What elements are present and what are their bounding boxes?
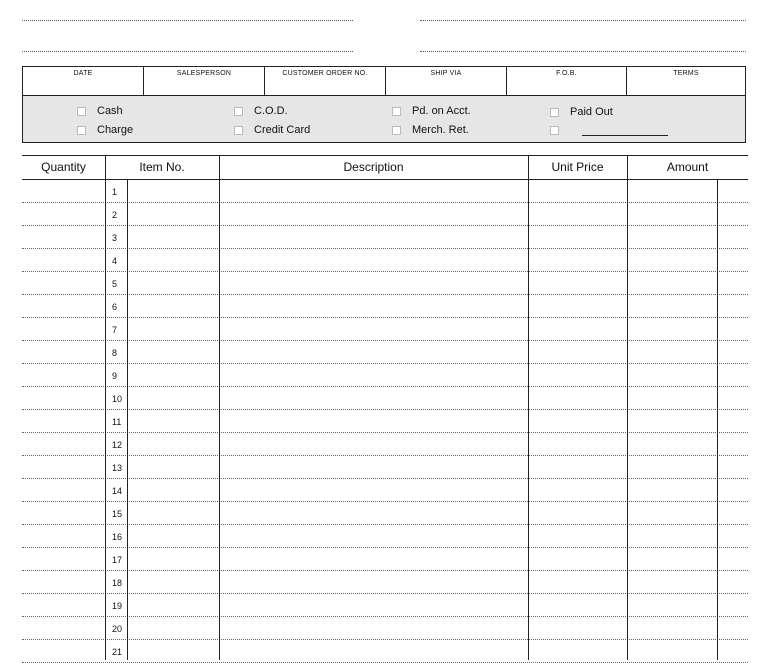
table-row[interactable] <box>22 410 748 433</box>
paid-out-checkbox[interactable] <box>550 108 559 117</box>
customer-order-label: CUSTOMER ORDER NO. <box>282 70 368 77</box>
row-number: 5 <box>112 279 118 289</box>
table-row[interactable] <box>22 364 748 387</box>
credit-card-checkbox[interactable] <box>234 126 243 135</box>
payment-option-charge[interactable] <box>77 124 133 136</box>
fob-field[interactable] <box>507 67 627 95</box>
table-row[interactable] <box>22 548 748 571</box>
table-header <box>22 155 748 180</box>
row-number: 13 <box>112 463 123 473</box>
item-no-header: Item No. <box>139 160 185 174</box>
cash-label: Cash <box>97 105 123 117</box>
payment-options-panel <box>22 96 746 143</box>
date-label: DATE <box>73 70 93 77</box>
table-row[interactable] <box>22 249 748 272</box>
row-number: 2 <box>112 210 118 220</box>
name-line-right[interactable] <box>420 20 746 21</box>
row-number: 15 <box>112 509 123 519</box>
column-divider <box>627 155 628 660</box>
customer-order-field[interactable] <box>265 67 386 95</box>
terms-label: TERMS <box>673 70 699 77</box>
column-divider <box>528 155 529 660</box>
table-row[interactable] <box>22 502 748 525</box>
address-line-right[interactable] <box>420 51 746 52</box>
cod-checkbox[interactable] <box>234 107 243 116</box>
table-row[interactable] <box>22 456 748 479</box>
other-checkbox[interactable] <box>550 126 559 135</box>
row-number: 17 <box>112 555 123 565</box>
row-number: 8 <box>112 348 118 358</box>
table-row[interactable] <box>22 341 748 364</box>
merch-ret-checkbox[interactable] <box>392 126 401 135</box>
row-number: 16 <box>112 532 123 542</box>
table-row[interactable] <box>22 617 748 640</box>
merch-ret-label: Merch. Ret. <box>412 124 469 136</box>
cash-checkbox[interactable] <box>77 107 86 116</box>
fob-label: F.O.B. <box>556 70 577 77</box>
row-number: 20 <box>112 624 123 634</box>
amount-header: Amount <box>666 160 709 174</box>
pd-on-acct-label: Pd. on Acct. <box>412 105 471 117</box>
other-blank-line[interactable] <box>582 125 668 136</box>
unit-price-header: Unit Price <box>551 160 604 174</box>
credit-card-label: Credit Card <box>254 124 311 136</box>
order-info-table <box>22 66 746 96</box>
payment-option-other[interactable] <box>550 125 668 136</box>
table-row[interactable] <box>22 387 748 410</box>
address-line-left[interactable] <box>22 51 353 52</box>
salesperson-label: SALESPERSON <box>176 70 232 77</box>
description-header: Description <box>343 160 404 174</box>
column-divider <box>127 180 128 660</box>
column-divider <box>105 155 106 660</box>
name-line-left[interactable] <box>22 20 353 21</box>
column-divider <box>717 180 718 660</box>
payment-option-pd-on-acct[interactable] <box>392 105 471 117</box>
pd-on-acct-checkbox[interactable] <box>392 107 401 116</box>
date-field[interactable] <box>23 67 144 95</box>
charge-checkbox[interactable] <box>77 126 86 135</box>
ship-via-label: SHIP VIA <box>430 70 462 77</box>
payment-option-cod[interactable] <box>234 105 288 117</box>
cod-label: C.O.D. <box>254 105 288 117</box>
line-items-table <box>22 155 748 660</box>
row-number: 3 <box>112 233 118 243</box>
row-number: 7 <box>112 325 118 335</box>
row-number: 11 <box>112 417 122 427</box>
table-row[interactable] <box>22 203 748 226</box>
table-row[interactable] <box>22 272 748 295</box>
row-number: 4 <box>112 256 118 266</box>
table-row[interactable] <box>22 525 748 548</box>
salesperson-field[interactable] <box>144 67 265 95</box>
payment-option-paid-out[interactable] <box>550 106 613 118</box>
row-number: 1 <box>112 187 118 197</box>
charge-label: Charge <box>97 124 134 136</box>
table-row[interactable] <box>22 594 748 617</box>
payment-option-merch-ret[interactable] <box>392 124 469 136</box>
row-number: 19 <box>112 601 123 611</box>
row-number: 14 <box>112 486 123 496</box>
quantity-header: Quantity <box>41 160 86 174</box>
row-number: 18 <box>112 578 123 588</box>
table-row[interactable] <box>22 479 748 502</box>
table-row[interactable] <box>22 433 748 456</box>
table-row[interactable] <box>22 295 748 318</box>
row-number: 21 <box>112 647 123 657</box>
column-divider <box>219 155 220 660</box>
row-number: 12 <box>112 440 123 450</box>
paid-out-label: Paid Out <box>570 106 613 118</box>
table-row[interactable] <box>22 318 748 341</box>
row-number: 9 <box>112 371 118 381</box>
table-row[interactable] <box>22 180 748 203</box>
table-row[interactable] <box>22 226 748 249</box>
ship-via-field[interactable] <box>386 67 507 95</box>
row-number: 6 <box>112 302 118 312</box>
row-number: 10 <box>112 394 123 404</box>
payment-option-credit-card[interactable] <box>234 124 310 136</box>
table-row[interactable] <box>22 571 748 594</box>
payment-option-cash[interactable] <box>77 105 123 117</box>
terms-field[interactable] <box>627 67 745 95</box>
